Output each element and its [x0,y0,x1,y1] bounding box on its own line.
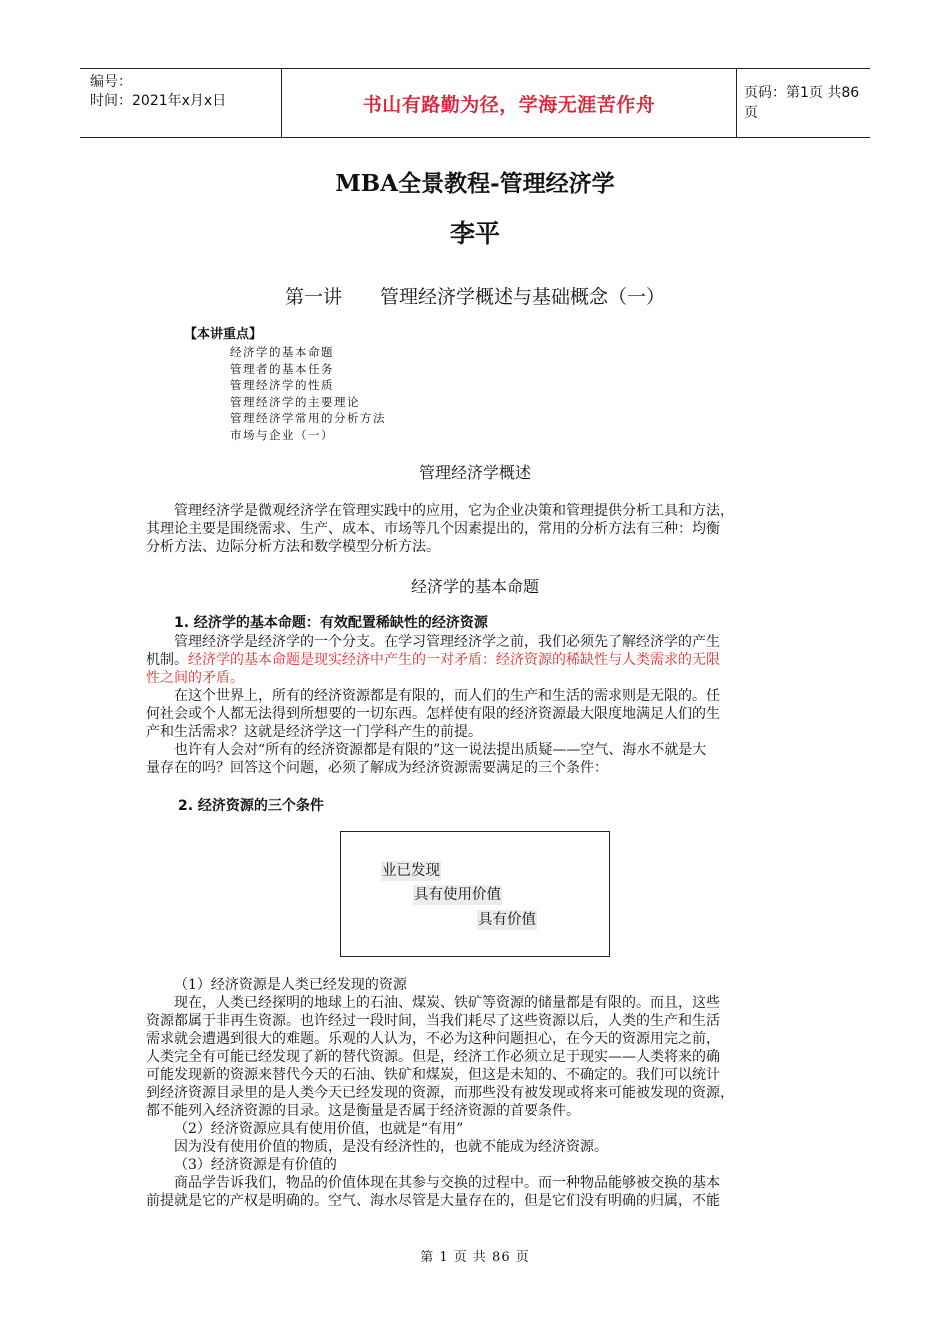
text-line: 前提就是它的产权是明确的。空气、海水尽管是大量存在的，但是它们没有明确的归属，不能 [146,1193,720,1209]
text-line: 管理经济学是微观经济学在管理实践中的应用，它为企业决策和管理提供分析工具和方法， [174,503,734,519]
condition-heading: （2）经济资源应具有使用价值，也就是“有用” [174,1121,464,1137]
highlighted-text: 性之间的矛盾。 [146,670,244,686]
conditions-diagram [340,831,610,957]
key-point-item: 管理者的基本任务 [230,361,334,376]
text-line: 可能发现新的资源来替代今天的石油、铁矿和煤炭，但这是未知的、不确定的。我们可以统计 [146,1067,720,1083]
text-line: 分析方法、边际分析方法和数学模型分析方法。 [146,539,440,555]
highlighted-text: 经济学的基本命题是现实经济中产生的一对矛盾：经济资源的稀缺性与人类需求的无限 [188,652,720,668]
text-line: 人类完全有可能已经发现了新的替代资源。但是，经济工作必须立足于现实——人类将来的确 [146,1049,720,1065]
section-heading-basic-proposition: 经济学的基本命题 [410,577,539,596]
header-motto-cell [281,69,737,137]
text-line: 在这个世界上，所有的经济资源都是有限的，而人们的生产和生活的需求则是无限的。任 [174,688,720,704]
condition-use-value: 具有使用价值 [414,887,501,903]
conditions-detail [146,976,830,1210]
header-left-cell [80,69,281,137]
page-footer: 第 1 页 共 86 页 [420,1250,530,1265]
text-line: 量存在的吗？回答这个问题，必须了解成为经济资源需要满足的三个条件： [146,760,608,776]
text-line: 现在，人类已经探明的地球上的石油、煤炭、铁矿等资源的储量都是有限的。而且，这些 [174,995,720,1011]
header-page-cell [736,69,870,137]
text-line: 其理论主要是围绕需求、生产、成本、市场等几个因素提出的，常用的分析方法有三种：均衡 [146,521,720,537]
text-line: 产和生活需求？这就是经济学这一门学科产生的前提。 [146,724,482,740]
key-point-item: 经济学的基本命题 [230,345,334,359]
condition-heading: （3）经济资源是有价值的 [174,1157,337,1173]
text-line: 何社会或个人都无法得到所想要的一切东西。怎样使有限的经济资源最大限度地满足人们的生 [146,706,720,722]
condition-heading: （1）经济资源是人类已经发现的资源 [174,977,407,993]
document-header [80,68,870,138]
text-line: 商品学告诉我们，物品的价值体现在其参与交换的过程中。而一种物品能够被交换的基本 [174,1175,720,1191]
author-name: 李平 [449,219,500,248]
lecture-title: 第一讲 管理经济学概述与基础概念（一） [284,286,665,308]
paragraph-proposition [146,633,826,777]
text-line: 资源都属于非再生资源。也许经过一段时间，当我们耗尽了这些资源以后，人类的生产和生活 [146,1013,720,1029]
condition-discovered: 业已发现 [382,863,440,879]
key-points-list [230,344,386,443]
text-line: 也许有人会对“所有的经济资源都是有限的”这一说法提出质疑——空气、海水不就是大 [174,742,707,758]
motto: 书山有路勤为径，学海无涯苦作舟 [362,93,656,116]
key-points-heading: 【本讲重点】 [184,327,263,342]
text-line: 需求就会遭遇到很大的难题。乐观的人认为，不必为这种问题担心，在今天的资源用完之前， [146,1031,720,1047]
subheading-2: 2. 经济资源的三个条件 [178,798,324,814]
document-title: MBA全景教程-管理经济学 [335,170,615,197]
number-label: 编号： [90,74,132,90]
text-line [146,651,826,669]
key-point-item: 管理经济学常用的分析方法 [230,411,386,425]
text-line: 到经济资源目录里的是人类今天已经发现的资源，而那些没有被发现或将来可能被发现的资源， [146,1085,734,1101]
text-line: 因为没有使用价值的物质，是没有经济性的，也就不能成为经济资源。 [174,1139,608,1155]
overview-paragraph [146,502,826,556]
section-heading-overview: 管理经济学概述 [418,463,531,482]
subheading-1: 1. 经济学的基本命题：有效配置稀缺性的经济资源 [174,615,488,631]
date-label: 时间：2021年x月x日 [90,93,227,109]
key-point-item: 市场与企业（一） [230,427,334,442]
text-span: 机制。 [146,652,188,668]
condition-value: 具有价值 [478,912,536,928]
text-line: 都不能列入经济资源的目录。这是衡量是否属于经济资源的首要条件。 [146,1103,580,1119]
text-line: 管理经济学是经济学的一个分支。在学习管理经济学之前，我们必须先了解经济学的产生 [174,634,720,650]
key-point-item: 管理经济学的主要理论 [230,394,360,409]
page-label: 页码：第1页 共86页 [744,85,860,121]
key-point-item: 管理经济学的性质 [230,378,334,392]
